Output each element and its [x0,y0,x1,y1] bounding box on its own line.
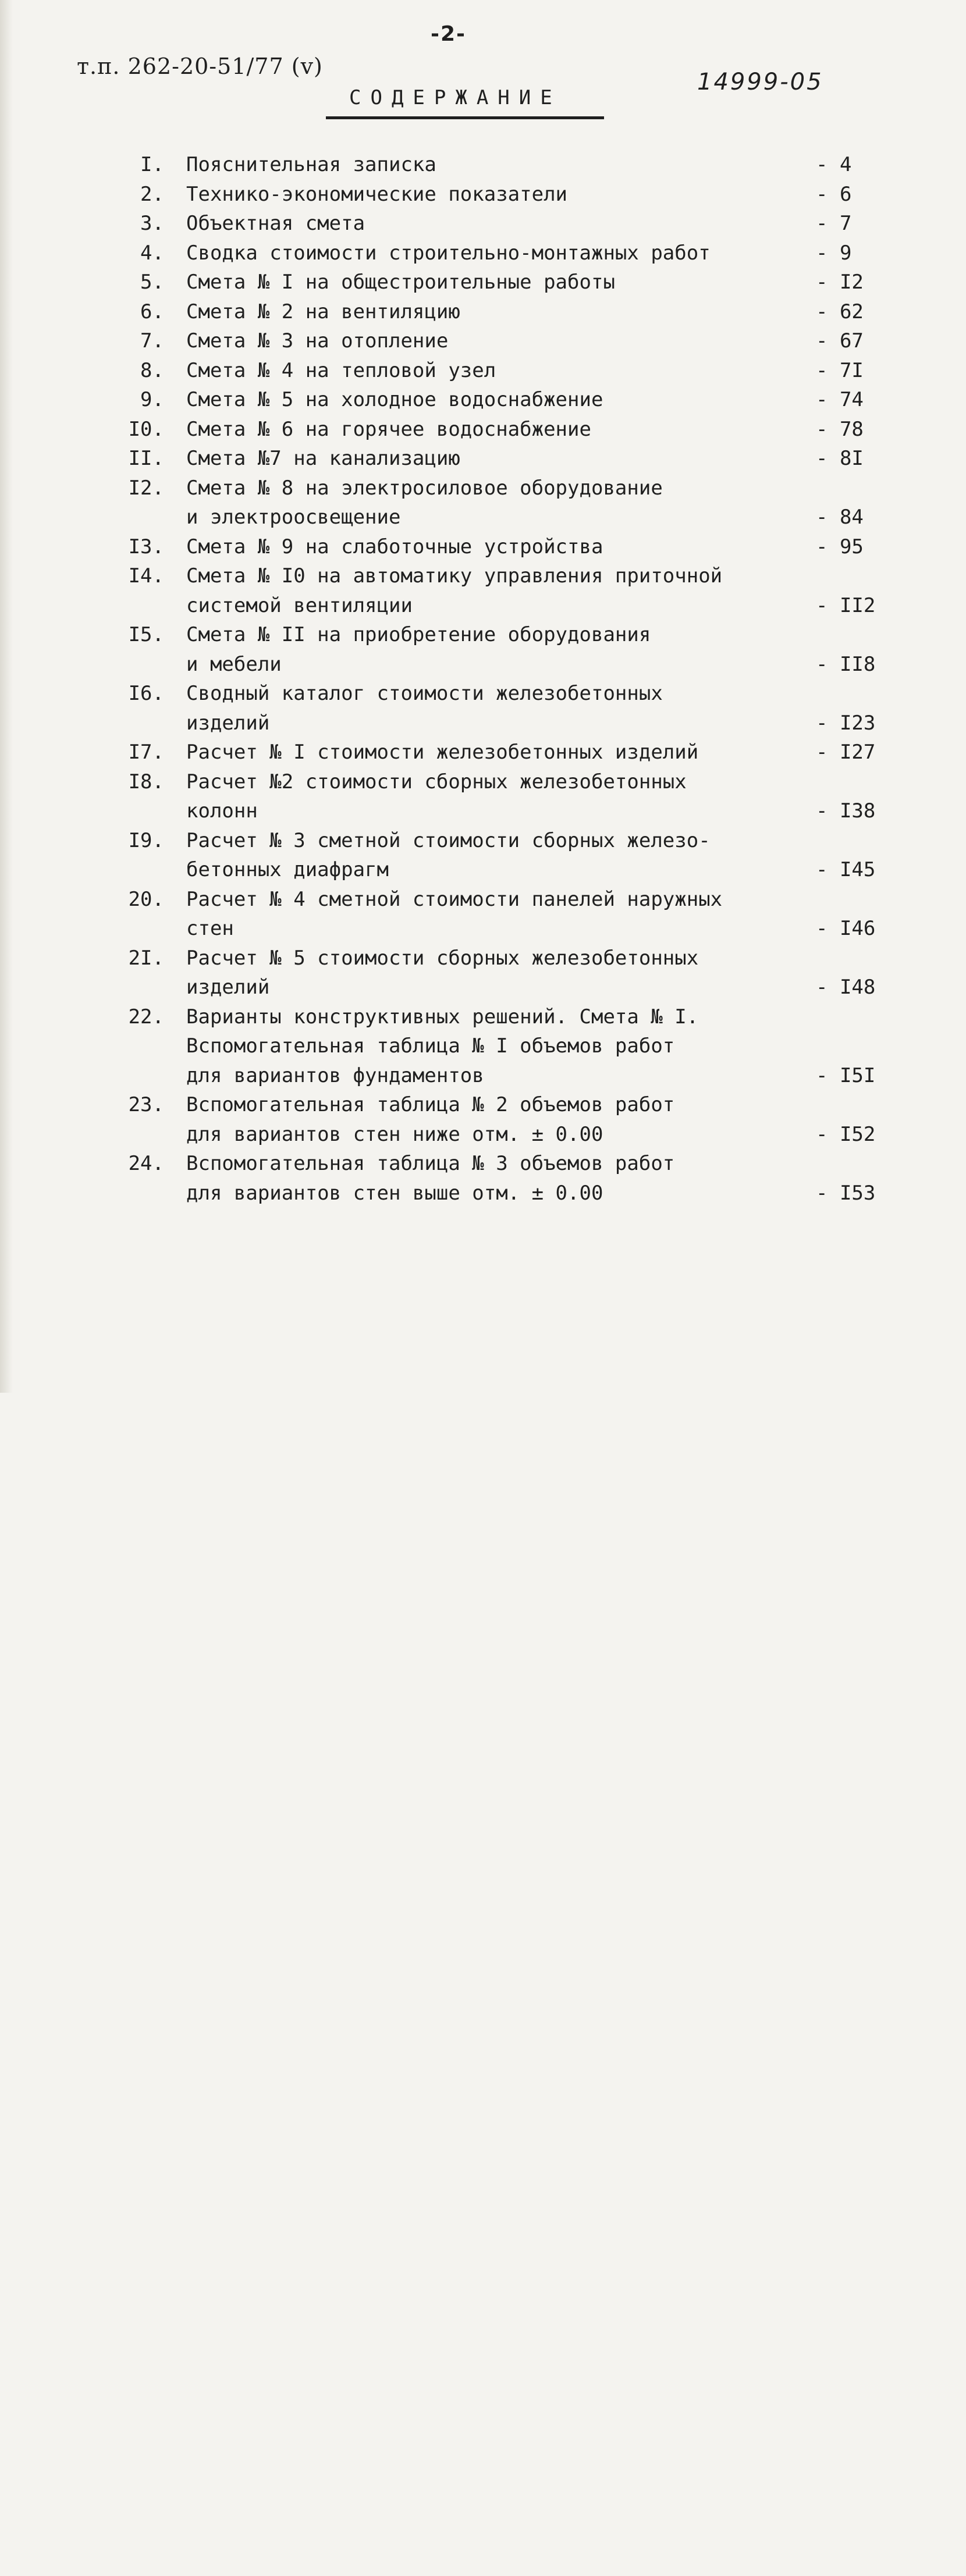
toc-item-number: 6. [140,300,164,323]
title-underline [326,116,604,119]
toc-item-title: изделий [186,711,270,735]
toc-item-title: Сводка стоимости строительно-монтажных работ [186,241,711,265]
toc-item-number: 7. [140,329,164,353]
toc-item-number: 22. [128,1005,164,1029]
toc-item-title: Смета № 2 на вентиляцию [186,300,460,323]
toc-item-title: Вспомогательная таблица № I объемов работ [186,1034,675,1058]
toc-item-page: - 67 [816,329,864,353]
toc-item-title: Расчет № 3 сметной стоимости сборных железо- [186,828,711,852]
toc-item-title: изделий [186,976,270,999]
toc-item-title: Варианты конструктивных решений. Смета № I. [186,1005,699,1029]
toc-item-page: - 8I [816,447,864,470]
toc-item-number: I0. [128,417,164,441]
toc-item-title: Смета № 3 на отопление [186,329,449,353]
toc-item-number: I8. [128,770,164,794]
toc-item-page: - I48 [816,976,876,999]
toc-item-number: 23. [128,1093,164,1116]
toc-item-title: Расчет № 4 сметной стоимости панелей наружных [186,887,723,911]
toc-item-number: 20. [128,887,164,911]
toc-item-page: - 62 [816,300,864,323]
toc-item-number: 24. [128,1152,164,1175]
toc-item-page: - 74 [816,388,864,411]
page-number: -2- [431,22,466,46]
toc-item-title: Вспомогательная таблица № 3 объемов работ [186,1152,675,1175]
toc-item-title: Вспомогательная таблица № 2 объемов работ [186,1093,675,1116]
toc-item-title: бетонных диафрагм [186,858,389,881]
toc-item-number: I9. [128,828,164,852]
toc-item-number: 5. [140,271,164,294]
toc-item-number: I6. [128,682,164,705]
toc-item-page: - 4 [816,153,852,176]
toc-item-page: - I52 [816,1122,876,1146]
toc-item-title: колонн [186,799,258,823]
toc-item-page: - 6 [816,182,852,206]
toc-item-title: для вариантов стен ниже отм. ± 0.00 [186,1122,603,1146]
toc-item-page: - I53 [816,1181,876,1205]
toc-item-title: Сводный каталог стоимости железобетонных [186,682,663,705]
toc-item-number: 9. [140,388,164,411]
toc-item-title: Пояснительная записка [186,153,436,176]
toc-item-number: 3. [140,212,164,235]
toc-item-number: I7. [128,741,164,764]
toc-item-page: - I2 [816,271,864,294]
toc-item-title: Смета №7 на канализацию [186,447,460,470]
toc-item-title: для вариантов стен выше отм. ± 0.00 [186,1181,603,1205]
toc-item-page: - 78 [816,417,864,441]
toc-item-title: Смета № I0 на автоматику управления приточной [186,564,723,588]
toc-item-number: I5. [128,623,164,646]
scan-edge [0,0,13,1393]
toc-item-page: - I23 [816,711,876,735]
toc-item-title: стен [186,917,234,940]
toc-item-number: 8. [140,358,164,382]
toc-item-page: - II2 [816,593,876,617]
toc-item-page: - 7 [816,212,852,235]
toc-item-title: Технико-экономические показатели [186,182,568,206]
toc-item-number: 2I. [128,946,164,970]
toc-item-title: Расчет №2 стоимости сборных железобетонных [186,770,687,794]
toc-item-title: Смета № 9 на слаботочные устройства [186,535,603,558]
toc-item-page: - II8 [816,652,876,676]
toc-item-title: Смета № I на общестроительные работы [186,271,615,294]
toc-item-number: I3. [128,535,164,558]
archive-number: 14999-05 [697,69,823,95]
toc-item-title: Смета № 6 на горячее водоснабжение [186,417,591,441]
toc-item-number: I. [140,153,164,176]
toc-item-title: и мебели [186,652,282,676]
toc-item-title: и электроосвещение [186,506,401,529]
toc-item-title: Расчет № 5 стоимости сборных железобетонных [186,946,699,970]
toc-item-page: - I45 [816,858,876,881]
toc-item-page: - 95 [816,535,864,558]
toc-item-title: Смета № 5 на холодное водоснабжение [186,388,603,411]
toc-item-title: Расчет № I стоимости железобетонных изделий [186,741,699,764]
document-code: т.п. 262-20-51/77 (v) [77,54,323,79]
toc-item-page: - I46 [816,917,876,940]
page-title: СОДЕРЖАНИЕ [349,86,562,109]
toc-item-title: Смета № 4 на тепловой узел [186,358,496,382]
toc-item-page: - I5I [816,1063,876,1087]
toc-item-page: - 84 [816,506,864,529]
toc-item-page: - I27 [816,741,876,764]
toc-item-number: II. [128,447,164,470]
toc-item-number: 4. [140,241,164,265]
toc-item-number: I2. [128,476,164,500]
toc-item-number: I4. [128,564,164,588]
toc-item-number: 2. [140,182,164,206]
toc-item-page: - 9 [816,241,852,265]
toc-item-page: - I38 [816,799,876,823]
toc-item-page: - 7I [816,358,864,382]
toc-item-title: Смета № II на приобретение оборудования [186,623,651,646]
toc-item-title: Объектная смета [186,212,365,235]
toc-item-title: системой вентиляции [186,593,413,617]
toc-item-title: Смета № 8 на электросиловое оборудование [186,476,663,500]
toc-item-title: для вариантов фундаментов [186,1063,484,1087]
